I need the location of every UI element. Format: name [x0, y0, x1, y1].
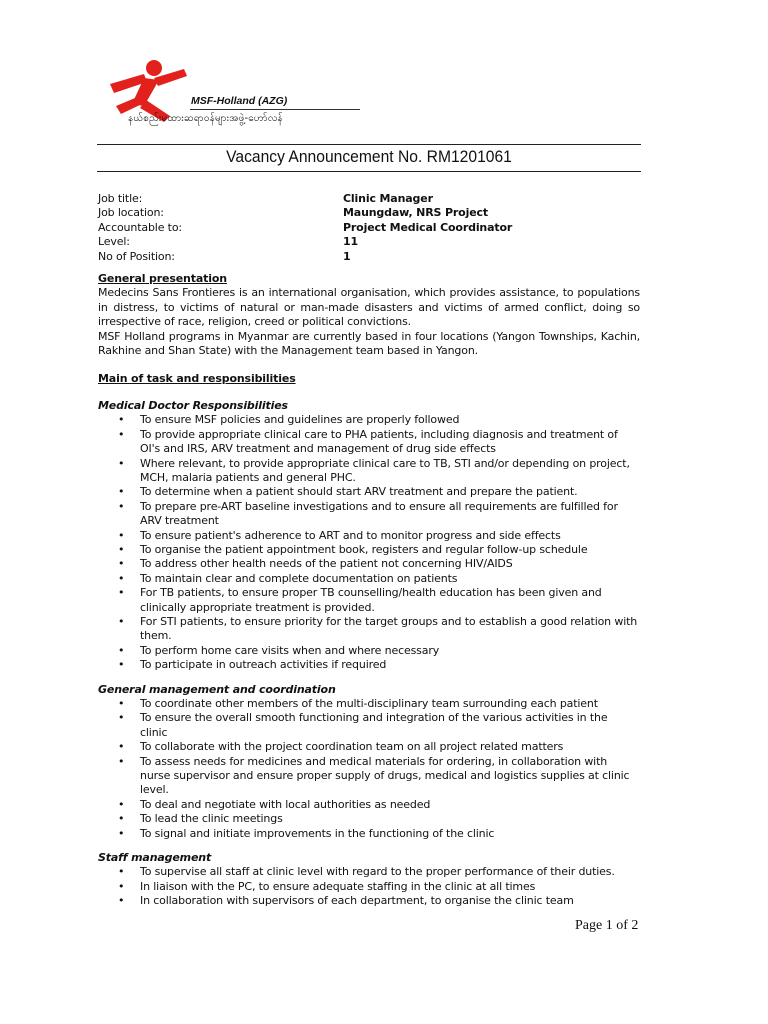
list-item: • To perform home care visits when and where necessary [98, 644, 640, 658]
list-item: • In collaboration with supervisors of each department, to organise the clinic team [98, 894, 640, 908]
list-item: • For TB patients, to ensure proper TB counselling/health education has been given and clinically appropriate treatment is provided. [98, 586, 640, 615]
list-item: • In liaison with the PC, to ensure adequate staffing in the clinic at all times [98, 880, 640, 894]
job-info-value: Clinic Manager [343, 192, 433, 205]
job-info-row [98, 250, 640, 264]
job-info-row [98, 221, 640, 235]
job-info-value: 1 [343, 249, 351, 263]
list-item: • To prepare pre-ART baseline investigations and to ensure all requirements are fulfilled for ARV treatment [98, 500, 640, 529]
list-item: • To collaborate with the project coordination team on all project related matters [98, 740, 640, 754]
list-item: • To determine when a patient should start ARV treatment and prepare the patient. [98, 485, 640, 499]
job-info-row [98, 235, 640, 249]
general-presentation-paragraph: Medecins Sans Frontieres is an international organisation, which provides assistance, to populations in distress, to victims of natural or man-made disasters and victims of armed conflict, doing so irrespective of race, religion, creed or political convictions. [98, 286, 640, 329]
list-item: • To maintain clear and complete documentation on patients [98, 572, 640, 586]
list-item: • To address other health needs of the patient not concerning HIV/AIDS [98, 557, 640, 571]
job-info-label: Accountable to: [98, 220, 182, 234]
page-title: Vacancy Announcement No. RM1201061 [226, 147, 512, 166]
page-number: Page 1 of 2 [575, 918, 639, 933]
job-info-label: No of Position: [98, 249, 175, 263]
section-list [98, 413, 640, 672]
list-item: • To assess needs for medicines and medical materials for ordering, in collaboration with nurse supervisor and ensure proper supply of drugs, medical and logistics supplies at clinic level. [98, 755, 640, 798]
job-info [98, 192, 640, 264]
job-info-value: Maungdaw, NRS Project [343, 206, 489, 220]
org-name: MSF-Holland (AZG) [191, 95, 288, 107]
job-info-row [98, 206, 640, 220]
list-item: • To participate in outreach activities if required [98, 658, 640, 672]
list-item: • To organise the patient appointment book, registers and regular follow-up schedule [98, 543, 640, 557]
job-info-label: Job location: [98, 206, 164, 220]
list-item: • Where relevant, to provide appropriate clinical care to TB, STI and/or depending on project, MCH, malaria patients and general PHC. [98, 457, 640, 486]
job-info-row [98, 192, 640, 206]
org-local-name: နယ်စည်းမထားဆရာဝန်များအဖွဲ့-ဟော်လန် [128, 113, 283, 124]
list-item: • To provide appropriate clinical care to PHA patients, including diagnosis and treatment of OI's and IRS, ARV treatment and management of drug side effects [98, 428, 640, 457]
title-rule-top [97, 144, 641, 145]
general-presentation-heading: General presentation [98, 272, 227, 286]
list-item: • To deal and negotiate with local authorities as needed [98, 798, 640, 812]
section-title: Staff management [98, 851, 212, 865]
document-body [98, 192, 640, 909]
list-item: • To lead the clinic meetings [98, 812, 640, 826]
job-info-label: Job title: [98, 192, 143, 205]
job-info-value: Project Medical Coordinator [343, 220, 513, 234]
job-info-label: Level: [98, 235, 130, 249]
org-underline [190, 109, 360, 110]
list-item: • To ensure MSF policies and guidelines are properly followed [98, 413, 640, 427]
list-item: • To supervise all staff at clinic level with regard to the proper performance of their duties. [98, 865, 640, 879]
section-list [98, 697, 640, 841]
main-tasks-heading: Main of task and responsibilities [98, 372, 296, 386]
list-item: • To ensure patient's adherence to ART and to monitor progress and side effects [98, 529, 640, 543]
logo-head [146, 60, 162, 76]
list-item: • To signal and initiate improvements in the functioning of the clinic [98, 827, 640, 841]
section-title: General management and coordination [98, 682, 336, 696]
section-list [98, 865, 640, 908]
list-item: • To coordinate other members of the multi-disciplinary team surrounding each patient [98, 697, 640, 711]
title-rule-bottom [97, 171, 641, 172]
general-presentation-paragraph: MSF Holland programs in Myanmar are currently based in four locations (Yangon Townships, Kachin, Rakhine and Shan State) with the Management team based in Yangon. [98, 329, 640, 358]
section-title: Medical Doctor Responsibilities [98, 398, 288, 412]
list-item: • To ensure the overall smooth functioning and integration of the various activities in the clinic [98, 711, 640, 740]
list-item: • For STI patients, to ensure priority for the target groups and to establish a good relation with them. [98, 615, 640, 644]
job-info-value: 11 [343, 235, 359, 249]
